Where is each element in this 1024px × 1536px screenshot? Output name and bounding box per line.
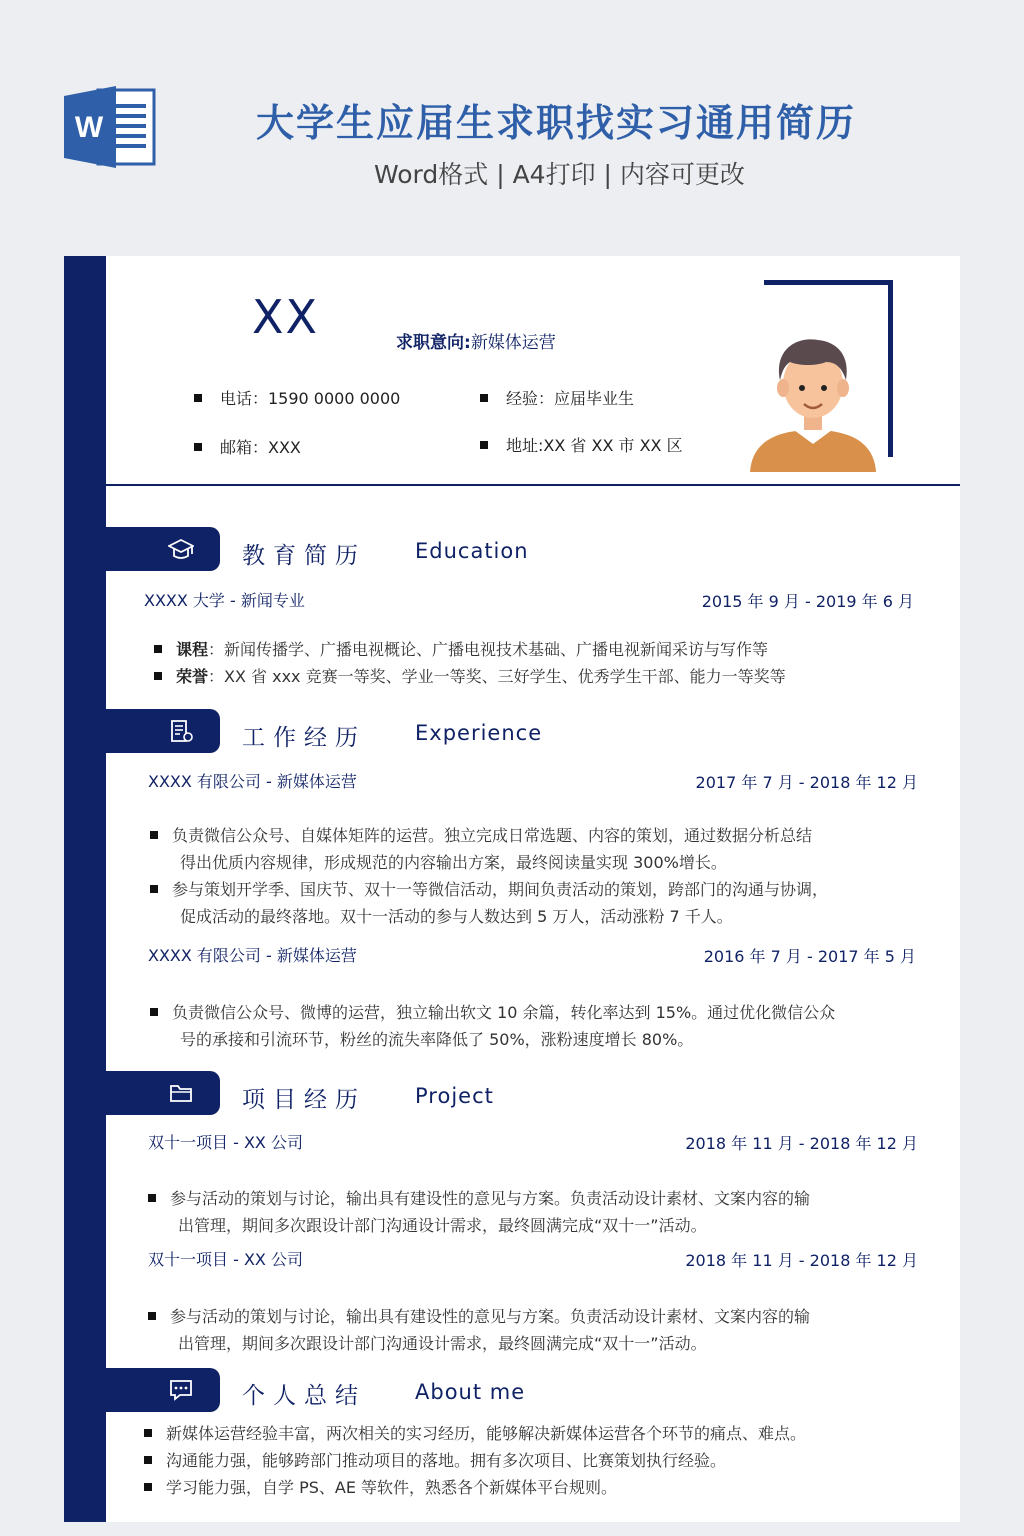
experience-tab [106, 709, 220, 753]
experience-title-en: Experience [415, 721, 543, 745]
experience-info: 经验：应届毕业生 [480, 386, 634, 409]
job-intent [396, 328, 556, 353]
chat-bubble-icon [168, 1378, 194, 1402]
experience-title: 工作经历 [242, 725, 366, 751]
job-2-entry: XXXX 有限公司 - 新媒体运营 [148, 946, 357, 965]
document-list-icon [168, 719, 194, 743]
left-accent-bar [64, 256, 106, 1522]
education-title-en: Education [415, 539, 529, 563]
courses-line: 课程：新闻传播学、广播电视概论、广播电视技术基础、广播电视新闻采访与写作等 [154, 636, 786, 663]
job-1-date: 2017 年 7 月 - 2018 年 12 月 [695, 773, 918, 792]
education-date: 2015 年 9 月 - 2019 年 6 月 [701, 592, 914, 611]
project-2-date: 2018 年 11 月 - 2018 年 12 月 [685, 1251, 918, 1270]
graduation-cap-icon [168, 537, 194, 561]
resume-paper [64, 256, 960, 1522]
education-bullets [154, 636, 786, 690]
project-2-entry: 双十一项目 - XX 公司 [148, 1250, 303, 1269]
job-2-date: 2016 年 7 月 - 2017 年 5 月 [703, 947, 916, 966]
education-title: 教育简历 [242, 543, 366, 569]
summary-item: 新媒体运营经验丰富，两次相关的实习经历，能够解决新媒体运营各个环节的痛点、难点。 [144, 1420, 806, 1447]
summary-title-en: About me [415, 1380, 526, 1404]
header-divider [106, 484, 960, 486]
job-1-bullets: 负责微信公众号、自媒体矩阵的运营。独立完成日常选题、内容的策划，通过数据分析总结 得出优质内容规律，形成规范的内容输出方案，最终阅读量实现 300%增长。 参与策划开学季、国庆节、双十一等微信活动，期间负责活动的策划，跨部门的沟通与协调， 促成活动的最终落地。双十一活动的参与人数达到 5 万人，活动涨粉 7 千人。 [150, 822, 828, 930]
summary-title: 个人总结 [242, 1383, 366, 1409]
summary-item: 学习能力强，自学 PS、AE 等软件，熟悉各个新媒体平台规则。 [144, 1474, 806, 1501]
project-2-bullets: 参与活动的策划与讨论，输出具有建设性的意见与方案。负责活动设计素材、文案内容的输 出管理，期间多次跟设计部门沟通设计需求，最终圆满完成“双十一”活动。 [148, 1303, 810, 1357]
education-tab [106, 527, 220, 571]
honors-line: 荣誉：XX 省 xxx 竞赛一等奖、学业一等奖、三好学生、优秀学生干部、能力一等奖等 [154, 663, 786, 690]
education-entry: XXXX 大学 - 新闻专业 [144, 591, 305, 610]
job-intent-value: 新媒体运营 [470, 333, 556, 353]
summary-tab [106, 1368, 220, 1412]
address-info: 地址:XX 省 XX 市 XX 区 [480, 433, 683, 456]
project-tab [106, 1071, 220, 1115]
email-info: 邮箱：XXX [194, 435, 301, 458]
summary-item: 沟通能力强，能够跨部门推动项目的落地。拥有多次项目、比赛策划执行经验。 [144, 1447, 806, 1474]
job-1-entry: XXXX 有限公司 - 新媒体运营 [148, 772, 357, 791]
candidate-name: XX [252, 290, 320, 344]
project-1-date: 2018 年 11 月 - 2018 年 12 月 [685, 1134, 918, 1153]
avatar-illustration [746, 332, 880, 474]
job-2-bullets: 负责微信公众号、微博的运营，独立输出软文 10 余篇，转化率达到 15%。通过优化微信公众 号的承接和引流环节，粉丝的流失率降低了 50%，涨粉速度增长 80%。 [150, 999, 835, 1053]
banner-title: 大学生应届生求职找实习通用简历 [256, 101, 857, 145]
folder-icon [168, 1081, 194, 1105]
banner-subtitle: Word格式 | A4打印 | 内容可更改 [374, 160, 745, 189]
phone-info: 电话：1590 0000 0000 [194, 386, 400, 409]
project-title: 项目经历 [242, 1087, 366, 1113]
project-1-bullets: 参与活动的策划与讨论，输出具有建设性的意见与方案。负责活动设计素材、文案内容的输 出管理，期间多次跟设计部门沟通设计需求，最终圆满完成“双十一”活动。 [148, 1185, 810, 1239]
project-title-en: Project [415, 1084, 494, 1108]
word-doc-icon [64, 82, 158, 172]
project-1-entry: 双十一项目 - XX 公司 [148, 1133, 303, 1152]
summary-bullets [144, 1420, 806, 1501]
job-intent-label: 求职意向: [396, 333, 471, 353]
word-icon-letter: W [74, 111, 104, 144]
